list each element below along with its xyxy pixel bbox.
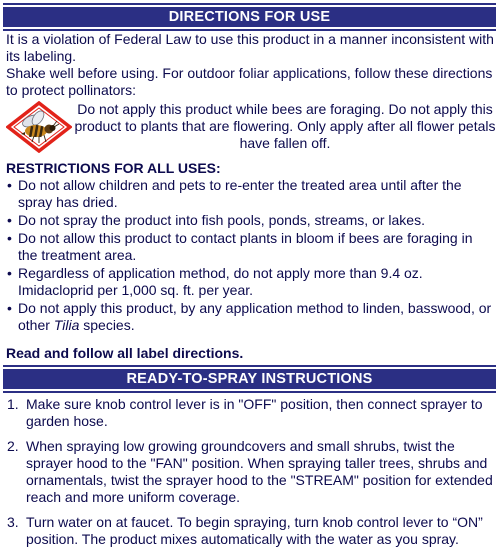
step-text: Turn water on at faucet. To begin spraying, turn knob control lever to “ON” position. The product mixes automatically with the water as you spray. — [26, 514, 483, 547]
rts-steps — [6, 396, 494, 548]
pollinator-warning — [6, 101, 496, 157]
step-number: 1. — [7, 396, 19, 412]
restrictions-list-container — [6, 177, 494, 335]
directions-banner — [3, 7, 496, 27]
tilia-italic: Tilia — [53, 317, 80, 333]
bee-warning-text: Do not apply this product while bees are foraging. Do not apply this product to plants that are flowering. Only apply after all flower petals have fallen off. — [74, 101, 496, 151]
restrictions-heading: RESTRICTIONS FOR ALL USES: — [6, 160, 221, 176]
directions-heading: DIRECTIONS FOR USE — [168, 9, 331, 25]
list-item: • Do not allow this product to contact plants in bloom if bees are foraging in the treatment area. — [6, 230, 494, 264]
bee-hazard-icon — [6, 101, 72, 153]
list-item: • Do not allow children and pets to re-enter the treated area until after the spray has dried. — [6, 177, 494, 211]
list-item: • Do not spray the product into fish pools, ponds, streams, or lakes. — [6, 212, 494, 229]
list-item — [6, 514, 494, 548]
list-item — [6, 300, 494, 334]
rts-heading: READY-TO-SPRAY INSTRUCTIONS — [126, 371, 373, 387]
restrictions-list — [6, 177, 494, 334]
tilia-before: Do not apply this product, by any application method to linden, basswood, or other — [18, 300, 492, 333]
violation-text: It is a violation of Federal Law to use this product in a manner inconsistent with its labeling. — [6, 31, 494, 64]
list-item: • Regardless of application method, do not apply more than 9.4 oz. Imidacloprid per 1,000 sq. ft. per year. — [6, 265, 494, 299]
list-item — [6, 438, 494, 506]
list-item — [6, 396, 494, 430]
shake-text: Shake well before using. For outdoor foliar applications, follow these directions to protect pollinators: — [6, 65, 493, 98]
step-number: 3. — [7, 514, 19, 530]
rts-banner — [3, 369, 496, 389]
step-text: When spraying low growing groundcovers and small shrubs, twist the sprayer hood to the "FAN" position. When spraying taller trees, shrubs and ornamentals, twist the sprayer hood to the "STREAM" position for extended reach and more uniform coverage. — [26, 438, 493, 505]
tilia-after: species. — [79, 317, 135, 333]
step-text: Make sure knob control lever is in "OFF" position, then connect sprayer to garden hose. — [26, 396, 483, 429]
read-follow-text: Read and follow all label directions. — [6, 345, 244, 361]
step-number: 2. — [7, 438, 19, 454]
rts-steps-container — [6, 396, 494, 556]
